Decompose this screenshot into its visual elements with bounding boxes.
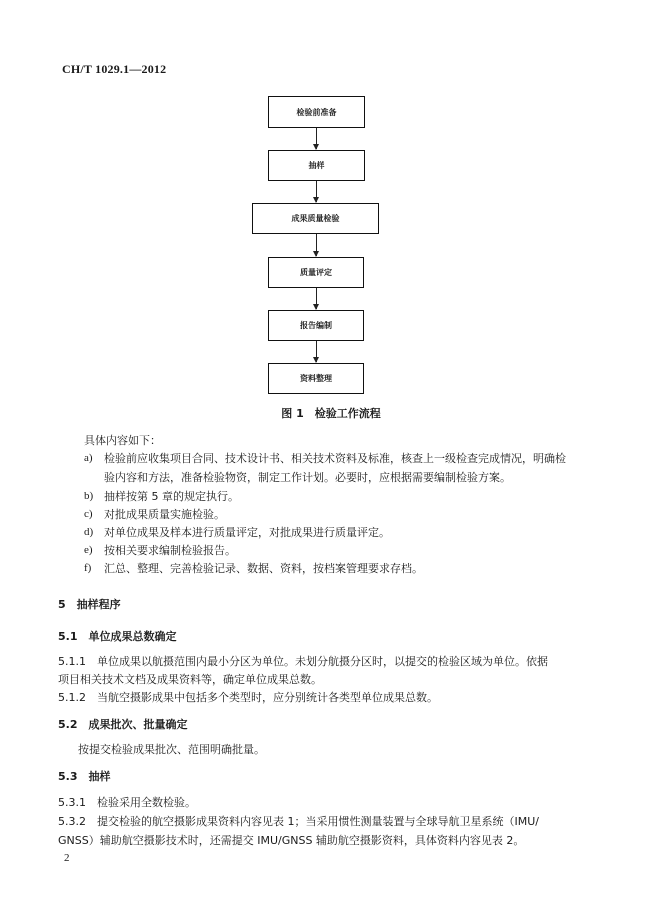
flow-step-archive — [268, 363, 364, 394]
subsection-heading: 5.2 成果批次、批量确定 — [58, 718, 188, 731]
flow-arrow — [316, 128, 317, 149]
flow-arrow — [316, 341, 317, 362]
flow-step-label: 报告编制 — [300, 321, 332, 330]
flow-step-label: 检验前准备 — [296, 107, 337, 117]
list-label: e) — [84, 544, 93, 556]
list-label: c) — [84, 508, 93, 520]
list-item-text: 汇总、整理、完善检验记录、数据、资料，按档案管理要求存档。 — [104, 562, 423, 575]
clause-text: GNSS）辅助航空摄影技术时，还需提交 IMU/GNSS 辅助航空摄影资料，具体资料内容见表 2。 — [58, 834, 525, 847]
flow-arrow — [316, 234, 317, 256]
clause-text: 按提交检验成果批次、范围明确批量。 — [78, 743, 265, 756]
flow-step-label: 质量评定 — [300, 268, 332, 277]
flow-step-inspection — [252, 203, 379, 234]
figure-caption: 图 1 检验工作流程 — [281, 407, 381, 420]
clause-text: 5.1.1 单位成果以航摄范围内最小分区为单位。未划分航摄分区时，以提交的检验区域为单位。依据 — [58, 655, 548, 668]
subsection-heading: 5.1 单位成果总数确定 — [58, 630, 177, 643]
list-label: b) — [84, 490, 94, 502]
flow-step-label: 成果质量检验 — [291, 214, 340, 223]
list-item-text: 按相关要求编制检验报告。 — [104, 544, 236, 557]
standard-code: CH/T 1029.1—2012 — [62, 62, 167, 76]
flow-step-sampling — [268, 150, 365, 181]
flow-step-label: 资料整理 — [300, 374, 332, 383]
flow-arrow — [316, 288, 317, 309]
clause-text: 5.3.1 检验采用全数检验。 — [58, 796, 196, 809]
section-heading: 5 抽样程序 — [58, 598, 121, 611]
flow-arrow — [316, 181, 317, 202]
flow-step-evaluation — [268, 257, 364, 288]
page-number: 2 — [64, 852, 70, 864]
subsection-heading: 5.3 抽样 — [58, 770, 111, 783]
list-label: a) — [84, 452, 93, 464]
list-item-text: 验内容和方法，准备检验物资，制定工作计划。必要时，应根据需要编制检验方案。 — [104, 471, 511, 484]
intro-text: 具体内容如下： — [84, 434, 161, 447]
clause-text: 项目相关技术文档及成果资料等，确定单位成果总数。 — [58, 673, 322, 686]
list-item-text: 对单位成果及样本进行质量评定，对批成果进行质量评定。 — [104, 526, 390, 539]
flow-step-prepare — [268, 96, 365, 128]
clause-text: 5.1.2 当航空摄影成果中包括多个类型时，应分别统计各类型单位成果总数。 — [58, 691, 438, 704]
list-label: d) — [84, 526, 94, 538]
flow-step-report — [268, 310, 364, 341]
list-item-text: 检验前应收集项目合同、技术设计书、相关技术资料及标准，核查上一级检查完成情况，明确检 — [104, 452, 566, 465]
clause-text: 5.3.2 提交检验的航空摄影成果资料内容见表 1；当采用惯性测量装置与全球导航卫星系统（IMU/ — [58, 815, 539, 828]
list-item-text: 对批成果质量实施检验。 — [104, 508, 225, 521]
flow-step-label: 抽样 — [308, 161, 325, 170]
list-label: f) — [84, 562, 92, 574]
list-item-text: 抽样按第 5 章的规定执行。 — [104, 490, 239, 503]
